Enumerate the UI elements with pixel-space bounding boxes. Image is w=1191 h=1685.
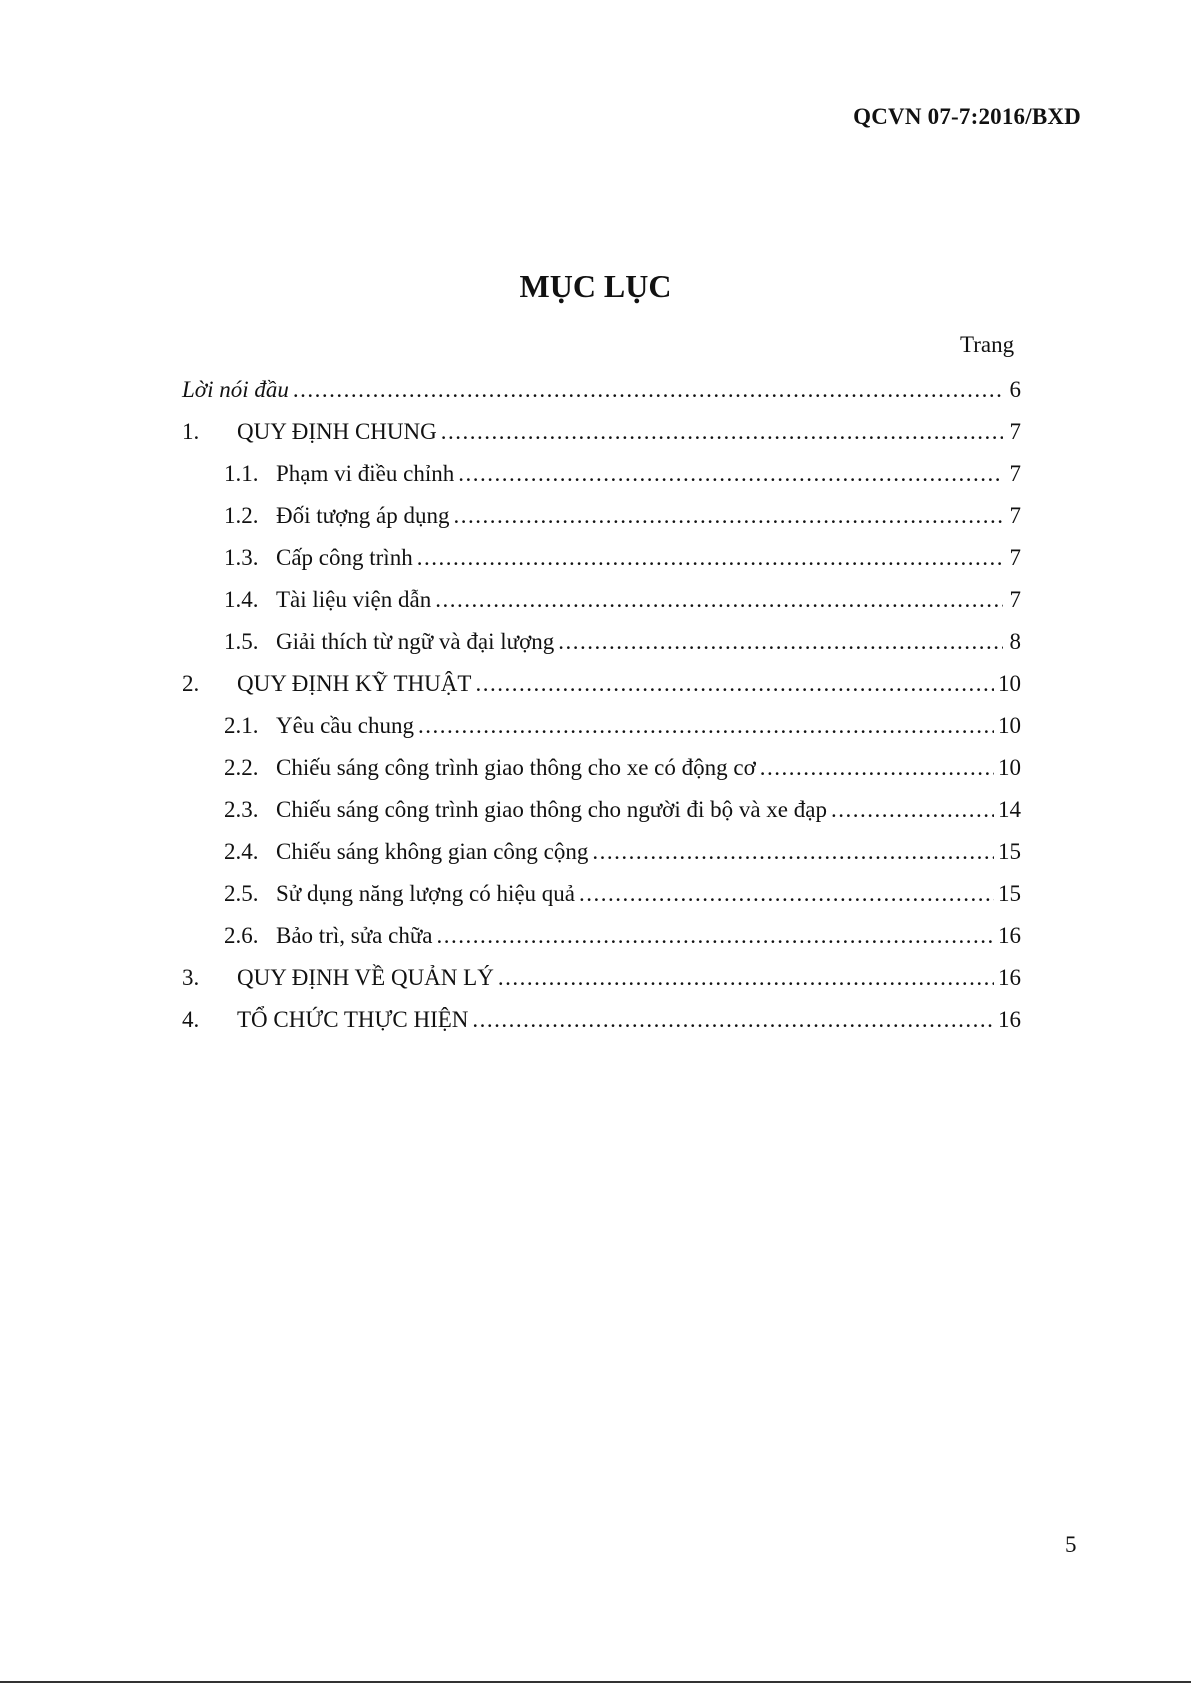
- toc-entry-number: 1.1.: [224, 461, 259, 486]
- toc-entry-page: 7: [1009, 587, 1021, 612]
- toc-entry-title: Cấp công trình: [276, 545, 413, 570]
- toc-dot-leader: [475, 671, 994, 697]
- toc-entry-title: QUY ĐỊNH KỸ THUẬT: [237, 671, 472, 696]
- toc-entry-page: 7: [1009, 461, 1021, 486]
- toc-dot-leader: [558, 629, 1003, 655]
- toc-entry-title: Giải thích từ ngữ và đại lượng: [276, 629, 555, 654]
- toc-entry-number: 4.: [182, 1007, 200, 1032]
- toc-entry-number: 1.2.: [224, 503, 259, 528]
- toc-entry-title: Chiếu sáng công trình giao thông cho xe có động cơ: [276, 755, 756, 780]
- toc-entry-number: 2.5.: [224, 881, 259, 906]
- toc-entry-page: 7: [1009, 503, 1021, 528]
- toc-entry-page: 15: [998, 839, 1021, 864]
- page-title: MỤC LỤC: [519, 268, 672, 304]
- toc-entry-page: 10: [998, 755, 1021, 780]
- toc-entry[interactable]: [182, 1007, 1021, 1049]
- toc-entry[interactable]: [182, 629, 1021, 671]
- toc-entry-title: QUY ĐỊNH VỀ QUẢN LÝ: [237, 965, 494, 990]
- toc-entry-title: Chiếu sáng không gian công cộng: [276, 839, 589, 864]
- document-code: QCVN 07-7:2016/BXD: [853, 104, 1081, 129]
- toc-dot-leader: [453, 503, 1003, 529]
- toc-dot-leader: [579, 881, 994, 907]
- toc-entry[interactable]: [182, 965, 1021, 1007]
- toc-entry[interactable]: [182, 503, 1021, 545]
- toc-entry-title: TỔ CHỨC THỰC HIỆN: [237, 1007, 469, 1032]
- toc-entry-number: 1.3.: [224, 545, 259, 570]
- toc-entry-number: 3.: [182, 965, 200, 990]
- toc-entry-number: 1.: [182, 419, 200, 444]
- toc-entry-number: 2.4.: [224, 839, 259, 864]
- toc-entry-page: 14: [998, 797, 1021, 822]
- toc-entry[interactable]: [182, 923, 1021, 965]
- toc-entry-number: 1.5.: [224, 629, 259, 654]
- toc-entry-title: Sử dụng năng lượng có hiệu quả: [276, 881, 575, 906]
- toc-dot-leader: [831, 797, 994, 823]
- toc-entry-page: 15: [998, 881, 1021, 906]
- toc-entry-page: 16: [998, 965, 1021, 990]
- toc-dot-leader: [760, 755, 994, 781]
- toc-entry-number: 1.4.: [224, 587, 259, 612]
- toc-entry-number: 2.6.: [224, 923, 259, 948]
- toc-entry-title: Yêu cầu chung: [276, 713, 414, 738]
- toc-entry-page: 16: [998, 923, 1021, 948]
- toc-dot-leader: [418, 713, 994, 739]
- toc-entry[interactable]: [182, 839, 1021, 881]
- toc-entry[interactable]: [182, 881, 1021, 923]
- toc-entry-page: 7: [1009, 419, 1021, 444]
- toc-dot-leader: [458, 461, 1003, 487]
- toc-entry-page: 6: [1009, 377, 1021, 402]
- toc-entry-page: 8: [1009, 629, 1021, 654]
- toc-entry-title: Tài liệu viện dẫn: [276, 587, 432, 612]
- toc-entry[interactable]: [182, 671, 1021, 713]
- toc-entry-number: 2.3.: [224, 797, 259, 822]
- toc-dot-leader: [472, 1007, 994, 1033]
- toc-dot-leader: [435, 587, 1003, 613]
- toc-entry-title: Bảo trì, sửa chữa: [276, 923, 433, 948]
- toc-entry[interactable]: [182, 755, 1021, 797]
- table-of-contents: [182, 377, 1021, 1049]
- toc-entry-page: 16: [998, 1007, 1021, 1032]
- toc-entry[interactable]: [182, 461, 1021, 503]
- toc-entry-title: QUY ĐỊNH CHUNG: [237, 419, 437, 444]
- toc-dot-leader: [437, 923, 995, 949]
- toc-entry[interactable]: [182, 545, 1021, 587]
- page-column-label: Trang: [960, 332, 1015, 357]
- toc-dot-leader: [498, 965, 994, 991]
- toc-entry-number: 2.1.: [224, 713, 259, 738]
- toc-entry-title: Phạm vi điều chỉnh: [276, 461, 455, 486]
- toc-entry-number: 2.2.: [224, 755, 259, 780]
- toc-entry-page: 10: [998, 713, 1021, 738]
- toc-entry[interactable]: [182, 419, 1021, 461]
- toc-entry-page: 7: [1009, 545, 1021, 570]
- toc-entry[interactable]: [182, 797, 1021, 839]
- toc-entry[interactable]: [182, 713, 1021, 755]
- scan-edge-line: [0, 1681, 1191, 1683]
- toc-dot-leader: [441, 419, 1003, 445]
- toc-entry-page: 10: [998, 671, 1021, 696]
- toc-entry-title: Chiếu sáng công trình giao thông cho người đi bộ và xe đạp: [276, 797, 827, 822]
- page-number: 5: [1065, 1532, 1077, 1557]
- toc-dot-leader: [417, 545, 1003, 571]
- toc-entry[interactable]: [182, 587, 1021, 629]
- toc-entry[interactable]: [182, 377, 1021, 419]
- toc-entry-title: Đối tượng áp dụng: [276, 503, 450, 528]
- toc-entry-title: Lời nói đầu: [182, 377, 289, 402]
- toc-entry-number: 2.: [182, 671, 200, 696]
- toc-dot-leader: [293, 377, 1003, 403]
- toc-dot-leader: [592, 839, 994, 865]
